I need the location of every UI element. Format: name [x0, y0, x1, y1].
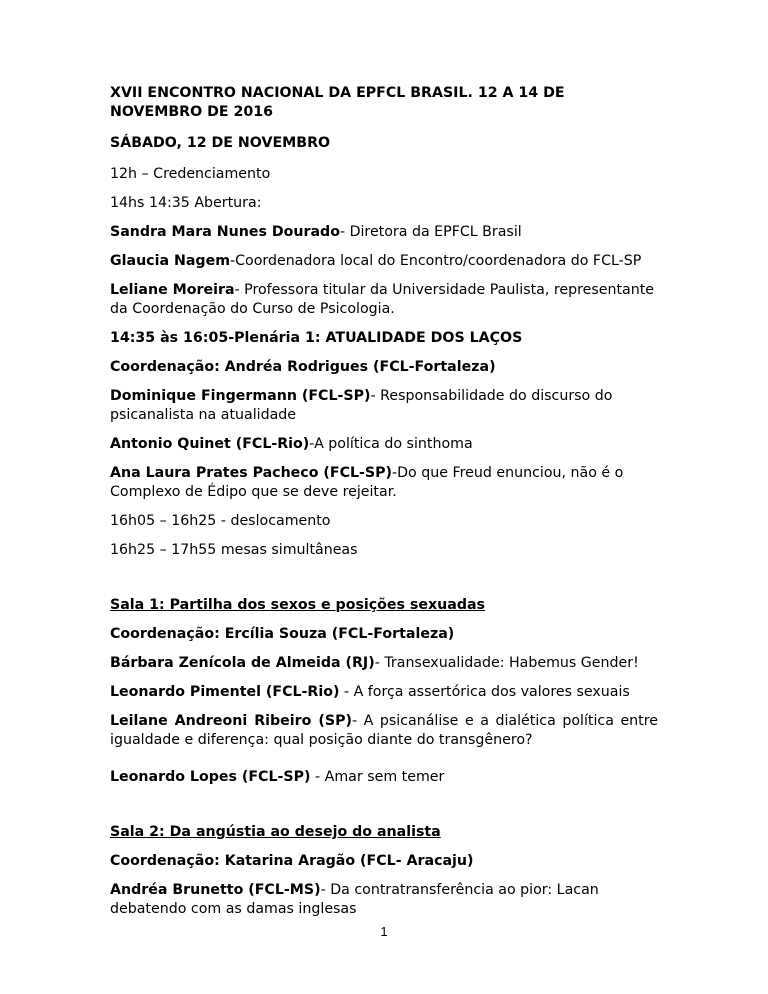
- opening-speaker: [110, 252, 658, 271]
- speaker-role: - Diretora da EPFCL Brasil: [339, 224, 522, 240]
- opening-speaker: [110, 281, 658, 319]
- talk-item: [110, 387, 658, 425]
- talk-title: -Do que Freud enunciou, não é o Complexo de Édipo que se deve rejeitar.: [110, 465, 624, 500]
- talk-item: [110, 683, 658, 702]
- talk-title: - Responsabilidade do discurso do psicanalista na atualidade: [110, 388, 613, 423]
- schedule-line: 12h – Credenciamento: [110, 166, 271, 182]
- speaker-name: Leonardo Pimentel (FCL-Rio): [110, 684, 340, 700]
- sala2-coordination: Coordenação: Katarina Aragão (FCL- Aracaju): [110, 853, 474, 869]
- talk-title: - Da contratransferência ao pior: Lacan debatendo com as damas inglesas: [110, 882, 599, 917]
- plenaria-title: 14:35 às 16:05-Plenária 1: ATUALIDADE DOS LAÇOS: [110, 330, 523, 346]
- sala1-title: Sala 1: Partilha dos sexos e posições sexuadas: [110, 597, 485, 613]
- schedule-line: 14hs 14:35 Abertura:: [110, 195, 262, 211]
- talk-item: [110, 464, 658, 502]
- opening-speaker: [110, 223, 658, 242]
- sala1-coordination: Coordenação: Ercília Souza (FCL-Fortaleza): [110, 626, 455, 642]
- talk-title: - A psicanálise e a dialética política entre igualdade e diferença: qual posição diante do transgênero?: [110, 713, 658, 748]
- plenaria-coordination: Coordenação: Andréa Rodrigues (FCL-Fortaleza): [110, 359, 496, 375]
- speaker-name: Leonardo Lopes (FCL-SP): [110, 769, 311, 785]
- talk-item: [110, 881, 658, 919]
- speaker-name: Ana Laura Prates Pacheco (FCL-SP): [110, 465, 393, 481]
- talk-title: - Amar sem temer: [310, 769, 445, 785]
- day-heading: SÁBADO, 12 DE NOVEMBRO: [110, 135, 331, 151]
- schedule-line: 16h25 – 17h55 mesas simultâneas: [110, 542, 358, 558]
- sala2-title: Sala 2: Da angústia ao desejo do analista: [110, 824, 441, 840]
- speaker-name: Leilane Andreoni Ribeiro (SP): [110, 713, 352, 729]
- speaker-name: Leliane Moreira: [110, 282, 235, 298]
- speaker-name: Glaucia Nagem: [110, 253, 230, 269]
- program-content: [110, 84, 658, 929]
- talk-item: [110, 712, 658, 750]
- speaker-role: - Professora titular da Universidade Paulista, representante da Coordenação do Curso de Psicologia.: [110, 282, 655, 317]
- talk-item: [110, 654, 658, 673]
- speaker-name: Bárbara Zenícola de Almeida (RJ): [110, 655, 375, 671]
- speaker-name: Andréa Brunetto (FCL-MS): [110, 882, 321, 898]
- schedule-line: 16h05 – 16h25 - deslocamento: [110, 513, 331, 529]
- page-number: 1: [380, 924, 388, 939]
- talk-title: -A política do sinthoma: [309, 436, 473, 452]
- speaker-role: -Coordenadora local do Encontro/coordenadora do FCL-SP: [229, 253, 642, 269]
- talk-title: - Transexualidade: Habemus Gender!: [374, 655, 639, 671]
- event-title: XVII ENCONTRO NACIONAL DA EPFCL BRASIL. 12 A 14 DE NOVEMBRO DE 2016: [110, 85, 565, 120]
- talk-item: [110, 768, 658, 787]
- speaker-name: Dominique Fingermann (FCL-SP): [110, 388, 371, 404]
- talk-item: [110, 435, 658, 454]
- talk-title: - A força assertórica dos valores sexuais: [339, 684, 630, 700]
- speaker-name: Antonio Quinet (FCL-Rio): [110, 436, 310, 452]
- speaker-name: Sandra Mara Nunes Dourado: [110, 224, 340, 240]
